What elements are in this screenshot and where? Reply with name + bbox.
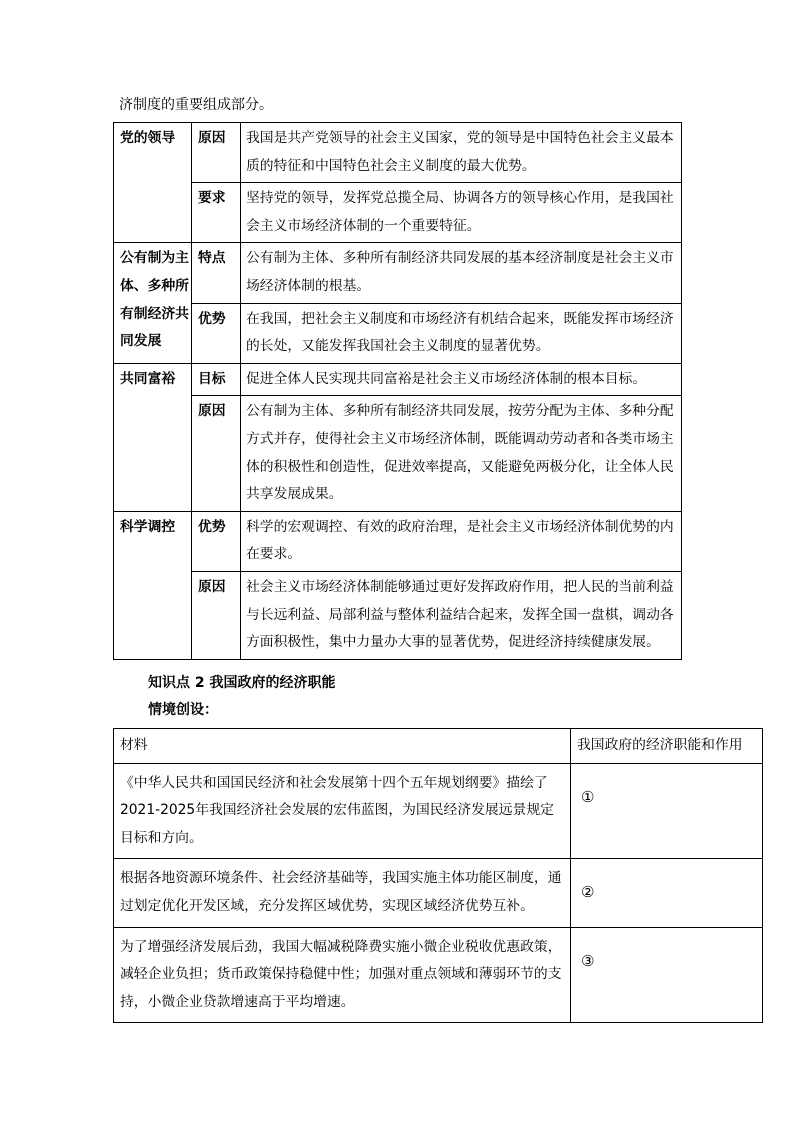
table-row bbox=[114, 123, 682, 183]
subcategory-cell: 优势 bbox=[192, 511, 241, 571]
content-cell: 公有制为主体、多种所有制经济共同发展，按劳分配为主体、多种分配方式并存，使得社会主义市场经济体制，既能调动劳动者和各类市场主体的积极性和创造性，促进效率提高，又能避免两极分化，让全体人民共享发展成果。 bbox=[241, 396, 682, 511]
content-cell: 社会主义市场经济体制能够通过更好发挥政府作用，把人民的当前利益与长远利益、局部利益与整体利益结合起来，发挥全国一盘棋，调动各方面积极性，集中力量办大事的显著优势，促进经济持续健康发展。 bbox=[241, 571, 682, 659]
answer-marker: ② bbox=[581, 883, 595, 902]
column-header: 我国政府的经济职能和作用 bbox=[571, 729, 763, 764]
situation-label: 情境创设： bbox=[148, 702, 218, 718]
subcategory-cell: 优势 bbox=[192, 303, 241, 363]
category-cell: 科学调控 bbox=[114, 511, 192, 659]
answer-cell bbox=[571, 763, 763, 859]
content-cell: 在我国，把社会主义制度和市场经济有机结合起来，既能发挥市场经济的长处，又能发挥我国社会主义制度的显著优势。 bbox=[241, 303, 682, 363]
category-cell: 公有制为主体、多种所有制经济共同发展 bbox=[114, 243, 192, 363]
material-cell: 根据各地资源环境条件、社会经济基础等，我国实施主体功能区制度，通过划定优化开发区域，充分发挥区域优势，实现区域经济优势互补。 bbox=[114, 859, 571, 927]
intro-text: 济制度的重要组成部分。 bbox=[119, 97, 273, 113]
subcategory-cell: 要求 bbox=[192, 183, 241, 243]
material-cell: 为了增强经济发展后劲，我国大幅减税降费实施小微企业税收优惠政策，减轻企业负担；货币政策保持稳健中性；加强对重点领域和薄弱环节的支持，小微企业贷款增速高于平均增速。 bbox=[114, 927, 571, 1023]
answer-cell bbox=[571, 859, 763, 927]
material-cell: 《中华人民共和国国民经济和社会发展第十四个五年规划纲要》描绘了2021-2025年我国经济社会发展的宏伟蓝图，为国民经济发展远景规定目标和方向。 bbox=[114, 763, 571, 859]
table-row bbox=[114, 571, 682, 659]
table-row bbox=[114, 396, 682, 511]
table-row bbox=[114, 763, 763, 859]
table-row bbox=[114, 363, 682, 396]
answer-marker: ① bbox=[581, 787, 595, 806]
column-header: 材料 bbox=[114, 729, 571, 764]
section-heading: 知识点 2 我国政府的经济职能 bbox=[148, 675, 336, 691]
features-table bbox=[113, 122, 682, 660]
subcategory-cell: 原因 bbox=[192, 123, 241, 183]
functions-table bbox=[113, 728, 763, 1023]
table-row bbox=[114, 927, 763, 1023]
subcategory-cell: 原因 bbox=[192, 571, 241, 659]
answer-marker: ③ bbox=[581, 951, 595, 970]
content-cell: 公有制为主体、多种所有制经济共同发展的基本经济制度是社会主义市场经济体制的根基。 bbox=[241, 243, 682, 303]
subcategory-cell: 目标 bbox=[192, 363, 241, 396]
subcategory-cell: 特点 bbox=[192, 243, 241, 303]
table-row bbox=[114, 511, 682, 571]
table-row bbox=[114, 243, 682, 303]
answer-cell bbox=[571, 927, 763, 1023]
content-cell: 坚持党的领导，发挥党总揽全局、协调各方的领导核心作用，是我国社会主义市场经济体制的一个重要特征。 bbox=[241, 183, 682, 243]
category-cell: 共同富裕 bbox=[114, 363, 192, 511]
table-header-row bbox=[114, 729, 763, 764]
content-cell: 促进全体人民实现共同富裕是社会主义市场经济体制的根本目标。 bbox=[241, 363, 682, 396]
table-row bbox=[114, 303, 682, 363]
content-cell: 我国是共产党领导的社会主义国家，党的领导是中国特色社会主义最本质的特征和中国特色社会主义制度的最大优势。 bbox=[241, 123, 682, 183]
table-row bbox=[114, 859, 763, 927]
category-cell: 党的领导 bbox=[114, 123, 192, 243]
subcategory-cell: 原因 bbox=[192, 396, 241, 511]
content-cell: 科学的宏观调控、有效的政府治理，是社会主义市场经济体制优势的内在要求。 bbox=[241, 511, 682, 571]
table-row bbox=[114, 183, 682, 243]
